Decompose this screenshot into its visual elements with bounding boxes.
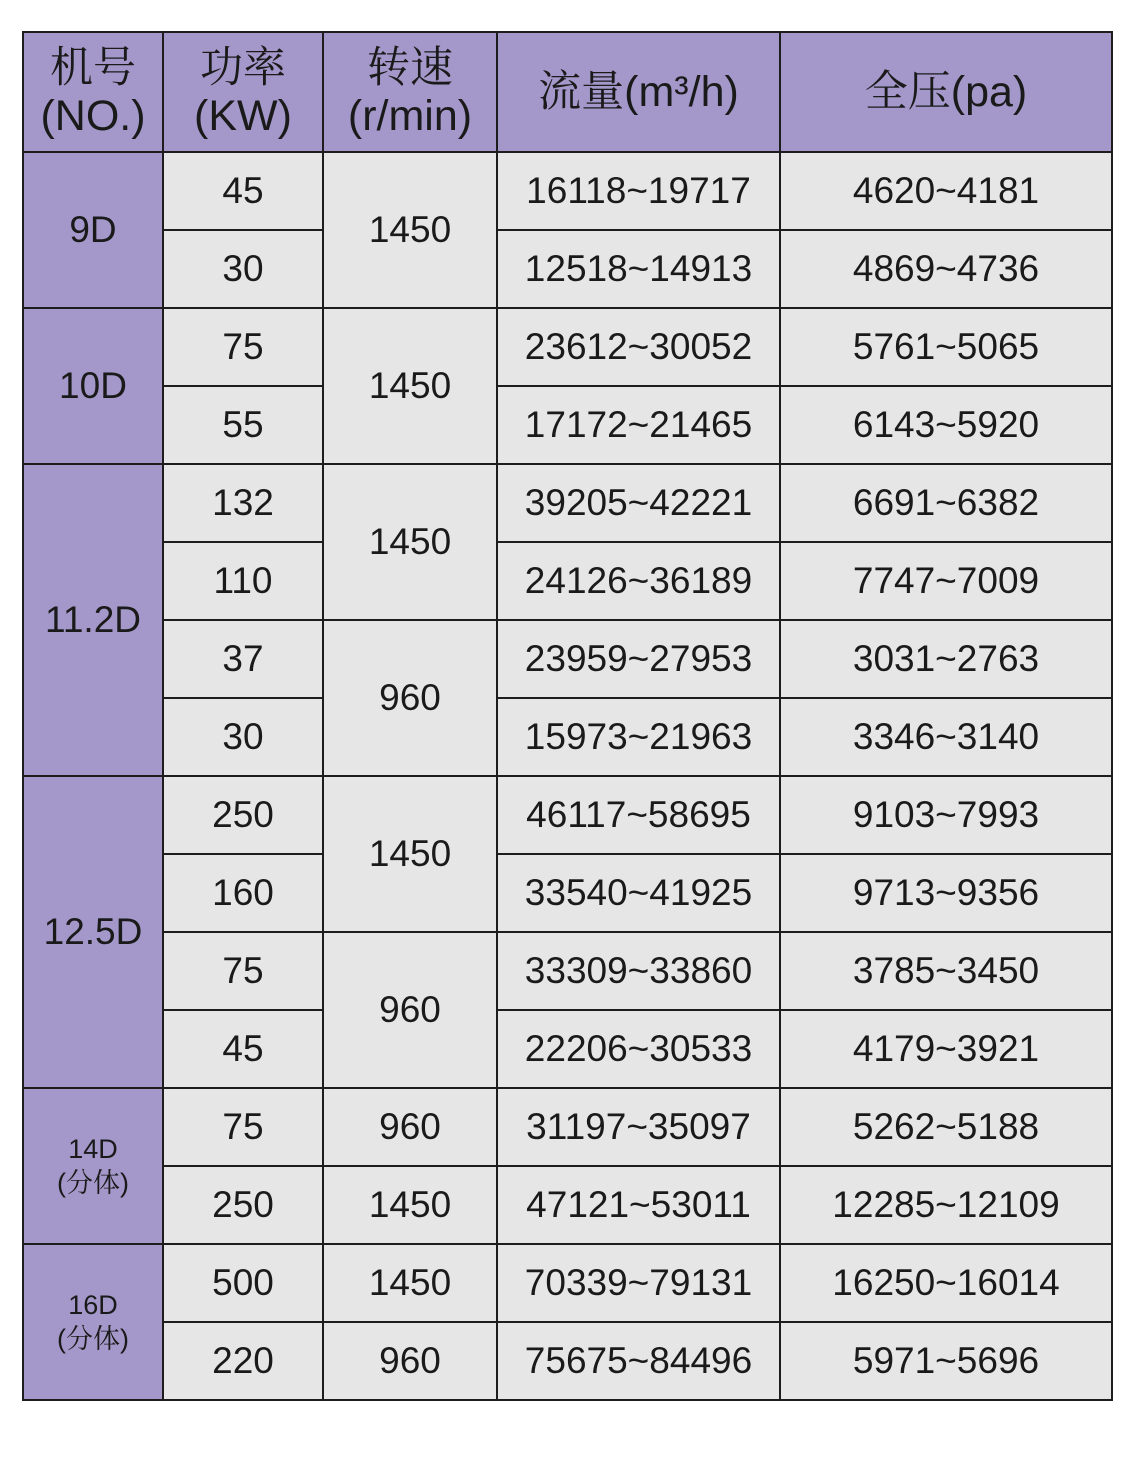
header-model-line-1: 机号: [50, 44, 136, 92]
power-cell: 110: [163, 542, 323, 620]
flow-cell: 15973~21963: [497, 698, 780, 776]
power-cell: 250: [163, 776, 323, 854]
power-cell: 220: [163, 1322, 323, 1400]
fan-spec-table: [22, 31, 1113, 1401]
table-row: [23, 230, 1112, 308]
header-speed: [323, 32, 497, 152]
header-speed-line-1: 转速: [367, 44, 453, 92]
table-row: [23, 1244, 1112, 1322]
power-cell: 30: [163, 698, 323, 776]
speed-cell: 1450: [323, 1244, 497, 1322]
model-label: 14D: [68, 1134, 118, 1164]
speed-cell: 1450: [323, 308, 497, 464]
flow-cell: 22206~30533: [497, 1010, 780, 1088]
power-cell: 500: [163, 1244, 323, 1322]
model-cell: [23, 152, 163, 308]
table-row: [23, 464, 1112, 542]
flow-cell: 23959~27953: [497, 620, 780, 698]
model-label: (分体): [57, 1168, 129, 1198]
flow-cell: 46117~58695: [497, 776, 780, 854]
model-cell: [23, 1088, 163, 1244]
model-label: (分体): [57, 1324, 129, 1354]
flow-cell: 75675~84496: [497, 1322, 780, 1400]
table-row: [23, 854, 1112, 932]
pressure-cell: 5971~5696: [780, 1322, 1112, 1400]
pressure-cell: 4179~3921: [780, 1010, 1112, 1088]
flow-cell: 70339~79131: [497, 1244, 780, 1322]
model-cell: [23, 776, 163, 1088]
speed-cell: 960: [323, 1322, 497, 1400]
table-row: [23, 308, 1112, 386]
pressure-cell: 9103~7993: [780, 776, 1112, 854]
model-label: 16D: [68, 1290, 118, 1320]
model-cell: [23, 464, 163, 776]
power-cell: 45: [163, 152, 323, 230]
flow-cell: 16118~19717: [497, 152, 780, 230]
power-cell: 37: [163, 620, 323, 698]
table-row: [23, 152, 1112, 230]
power-cell: 30: [163, 230, 323, 308]
flow-cell: 31197~35097: [497, 1088, 780, 1166]
pressure-cell: 6691~6382: [780, 464, 1112, 542]
table-row: [23, 698, 1112, 776]
table-row: [23, 1088, 1112, 1166]
header-power: [163, 32, 323, 152]
pressure-cell: 3031~2763: [780, 620, 1112, 698]
flow-cell: 33309~33860: [497, 932, 780, 1010]
table-row: [23, 542, 1112, 620]
flow-cell: 12518~14913: [497, 230, 780, 308]
pressure-cell: 12285~12109: [780, 1166, 1112, 1244]
pressure-cell: 3346~3140: [780, 698, 1112, 776]
speed-cell: 1450: [323, 776, 497, 932]
table-header: [23, 32, 1112, 152]
header-power-line-1: 功率: [200, 44, 286, 92]
table-row: [23, 1010, 1112, 1088]
header-flow: 流量(m³/h): [497, 32, 780, 152]
power-cell: 132: [163, 464, 323, 542]
header-power-line-2: (KW): [194, 92, 292, 140]
pressure-cell: 3785~3450: [780, 932, 1112, 1010]
table-row: [23, 620, 1112, 698]
header-speed-line-2: (r/min): [347, 92, 473, 140]
table-row: [23, 1322, 1112, 1400]
model-cell: [23, 1244, 163, 1400]
power-cell: 75: [163, 932, 323, 1010]
flow-cell: 33540~41925: [497, 854, 780, 932]
table-row: [23, 386, 1112, 464]
power-cell: 75: [163, 1088, 323, 1166]
pressure-cell: 16250~16014: [780, 1244, 1112, 1322]
speed-cell: 1450: [323, 152, 497, 308]
pressure-cell: 9713~9356: [780, 854, 1112, 932]
table-row: [23, 932, 1112, 1010]
pressure-cell: 4869~4736: [780, 230, 1112, 308]
pressure-cell: 5761~5065: [780, 308, 1112, 386]
table-row: [23, 1166, 1112, 1244]
speed-cell: 1450: [323, 1166, 497, 1244]
flow-cell: 24126~36189: [497, 542, 780, 620]
speed-cell: 960: [323, 1088, 497, 1166]
header-row: [23, 32, 1112, 152]
power-cell: 75: [163, 308, 323, 386]
pressure-cell: 7747~7009: [780, 542, 1112, 620]
flow-cell: 17172~21465: [497, 386, 780, 464]
pressure-cell: 6143~5920: [780, 386, 1112, 464]
power-cell: 55: [163, 386, 323, 464]
model-label: 9D: [69, 209, 117, 250]
pressure-cell: 5262~5188: [780, 1088, 1112, 1166]
table-row: [23, 776, 1112, 854]
power-cell: 250: [163, 1166, 323, 1244]
power-cell: 160: [163, 854, 323, 932]
header-model: [23, 32, 163, 152]
pressure-cell: 4620~4181: [780, 152, 1112, 230]
flow-cell: 23612~30052: [497, 308, 780, 386]
speed-cell: 960: [323, 620, 497, 776]
speed-cell: 960: [323, 932, 497, 1088]
model-label: 11.2D: [45, 599, 141, 640]
flow-cell: 39205~42221: [497, 464, 780, 542]
header-model-line-2: (NO.): [40, 92, 146, 140]
model-label: 12.5D: [43, 911, 143, 952]
header-pressure: 全压(pa): [780, 32, 1112, 152]
speed-cell: 1450: [323, 464, 497, 620]
flow-cell: 47121~53011: [497, 1166, 780, 1244]
table-body: [23, 152, 1112, 1400]
power-cell: 45: [163, 1010, 323, 1088]
model-label: 10D: [59, 365, 127, 406]
model-cell: [23, 308, 163, 464]
